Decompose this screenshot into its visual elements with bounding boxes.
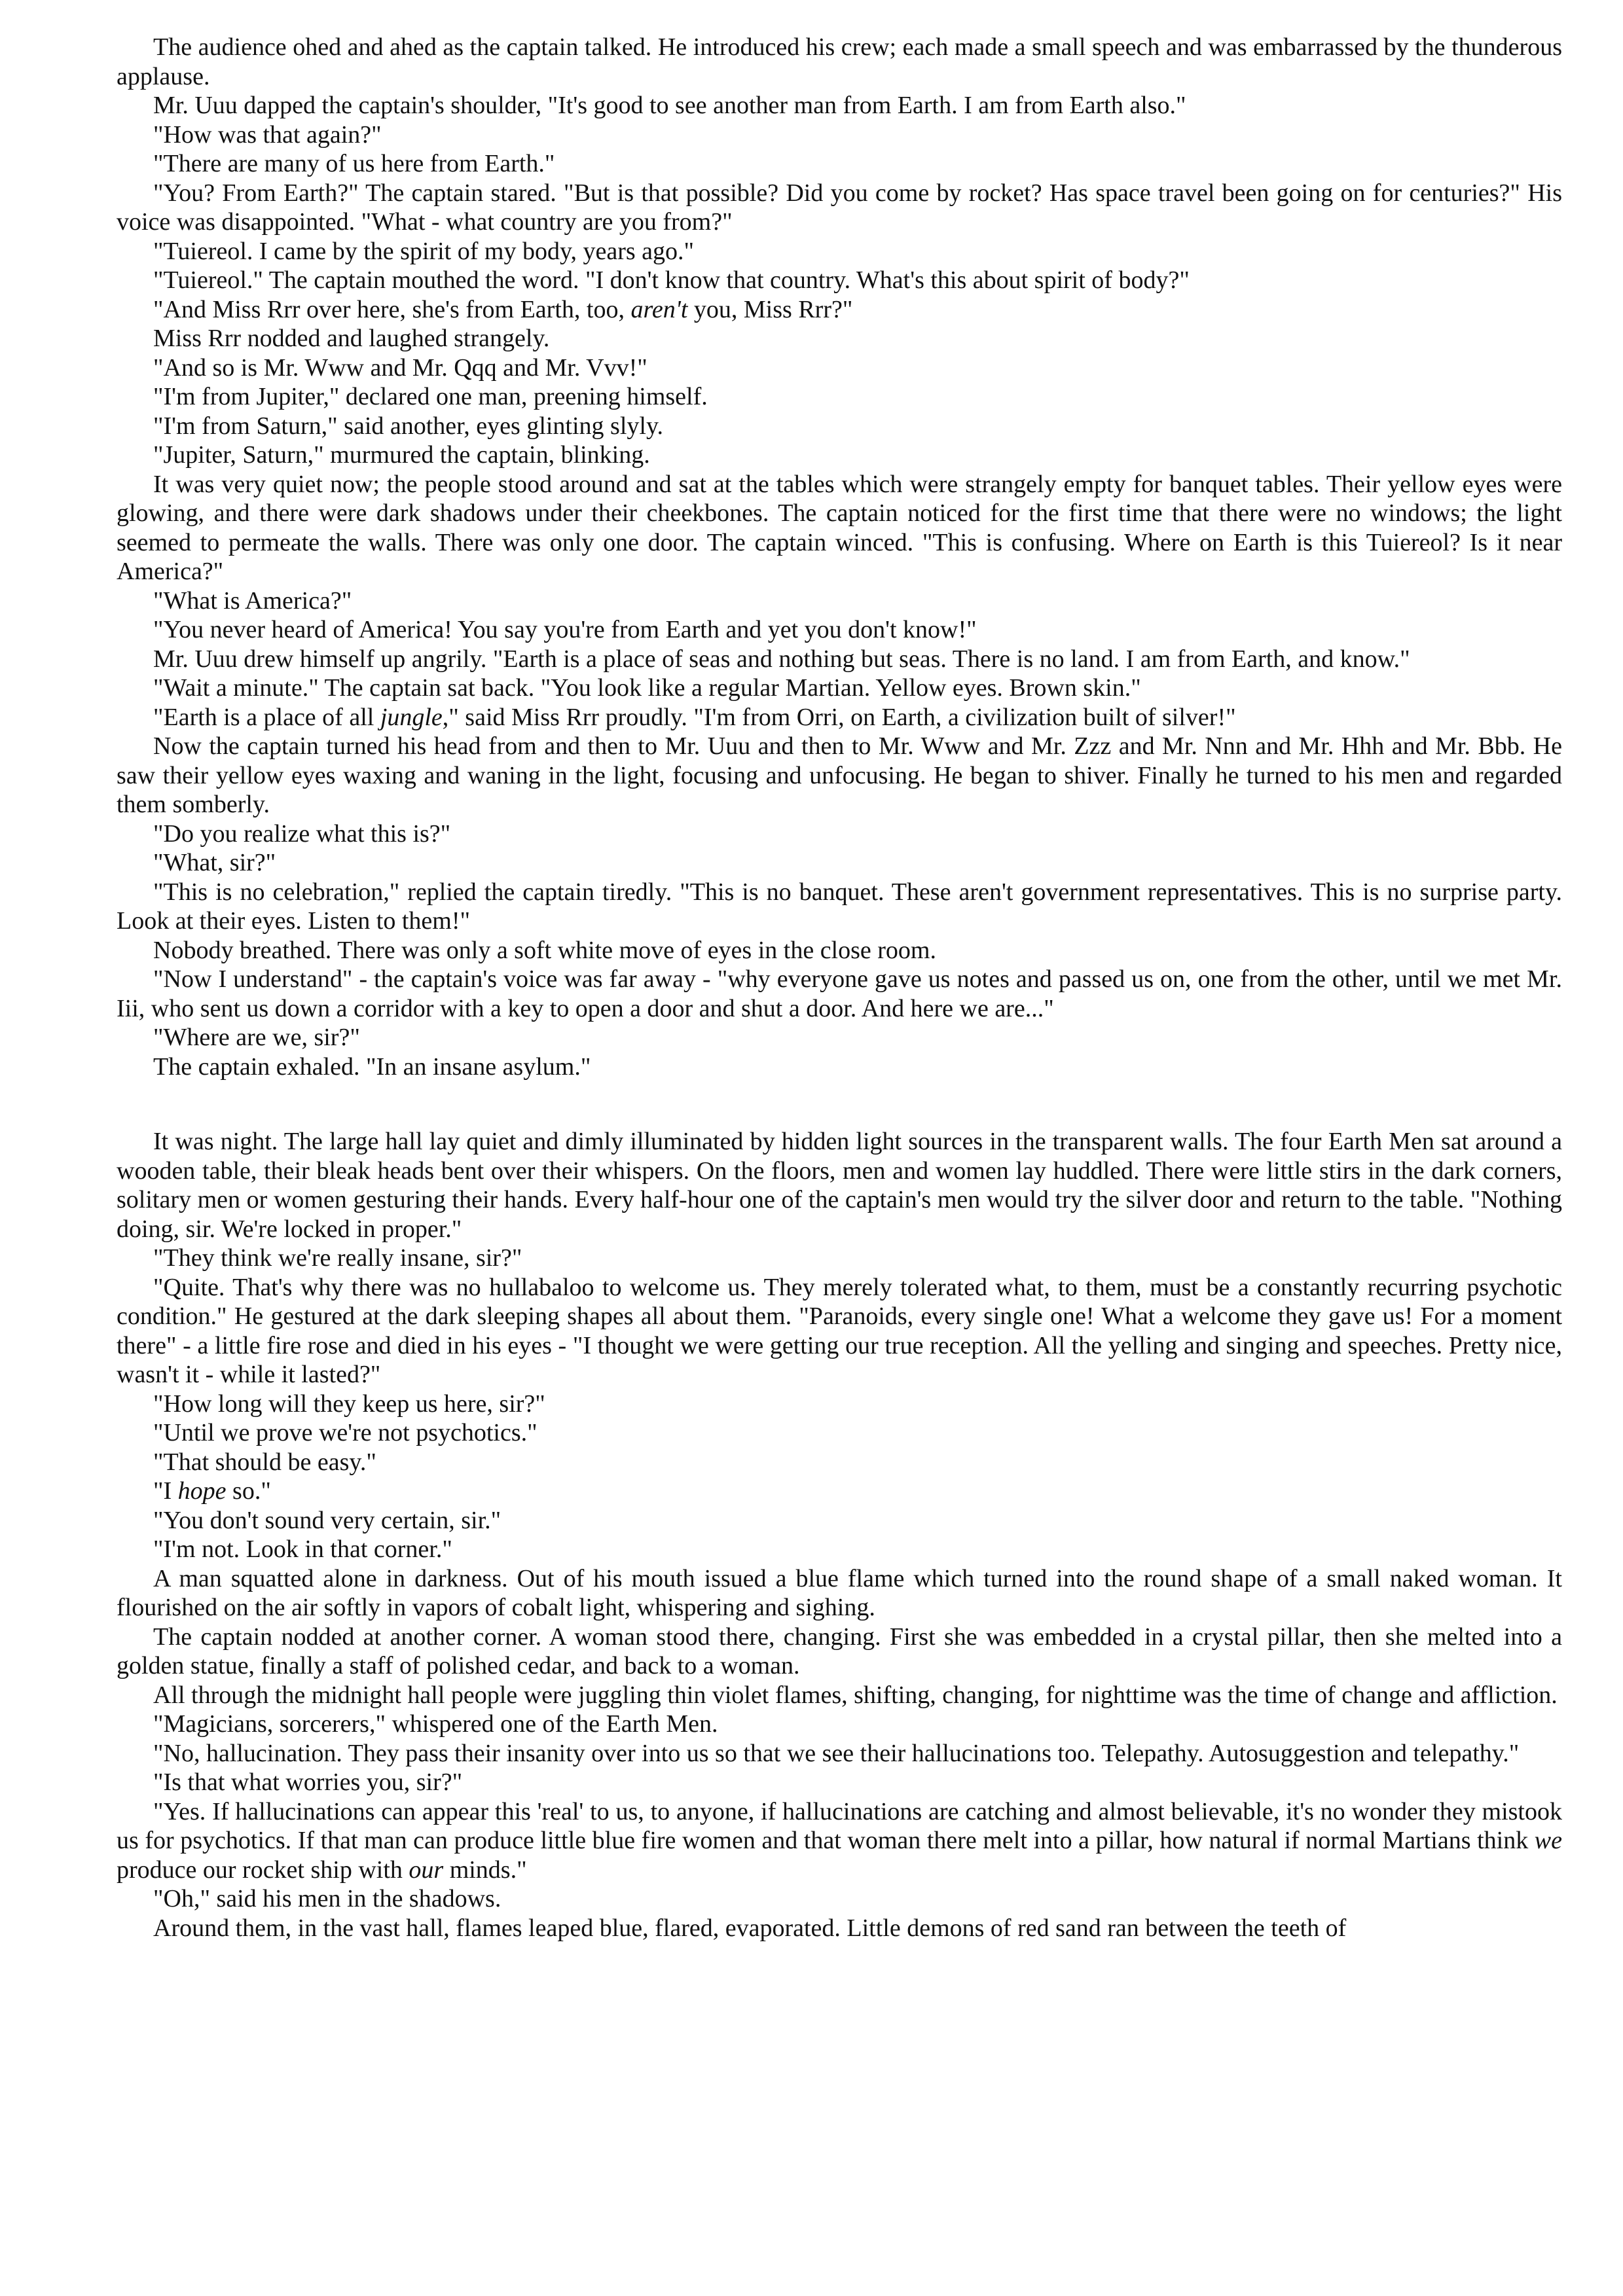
section-break xyxy=(117,1081,1562,1127)
paragraph: "I'm from Saturn," said another, eyes glinting slyly. xyxy=(153,412,663,440)
paragraph: "Until we prove we're not psychotics." xyxy=(153,1419,538,1446)
paragraph-text: you, Miss Rrr?" xyxy=(687,295,853,323)
paragraph: "And so is Mr. Www and Mr. Qqq and Mr. Vvv!" xyxy=(153,353,647,382)
paragraph: "Where are we, sir?" xyxy=(153,1024,360,1051)
paragraph: "Is that what worries you, sir?" xyxy=(153,1768,463,1796)
paragraph: "Wait a minute." The captain sat back. "You look like a regular Martian. Yellow eyes. Brown skin." xyxy=(153,674,1141,702)
paragraph-text: "And Miss Rrr over here, she's from Earth, too, xyxy=(153,295,631,323)
paragraph-text: ," said Miss Rrr proudly. "I'm from Orri, on Earth, a civilization built of silver!" xyxy=(442,703,1236,731)
italic-emphasis: hope xyxy=(177,1477,227,1505)
paragraph: "That should be easy." xyxy=(153,1448,376,1476)
paragraph: "You don't sound very certain, sir." xyxy=(153,1506,501,1534)
italic-emphasis: aren't xyxy=(630,295,688,323)
paragraph: "Quite. That's why there was no hullabaloo to welcome us. They merely tolerated what, to them, must be a constantly recurring psychotic condition." He gestured at the dark sleeping shapes all about them. "Paranoids, every single one! What a welcome they gave us! For a moment there" - a little fire rose and died in his eyes - "I thought we were getting our true reception. All the yelling and singing and speeches. Pretty nice, wasn't it - while it lasted?" xyxy=(117,1273,1562,1388)
paragraph: Around them, in the vast hall, flames leaped blue, flared, evaporated. Little demons of red sand ran between the teeth of xyxy=(153,1914,1347,1942)
paragraph: "Tuiereol. I came by the spirit of my body, years ago." xyxy=(153,237,695,265)
paragraph: "What is America?" xyxy=(153,586,352,615)
paragraph: Nobody breathed. There was only a soft white move of eyes in the close room. xyxy=(153,936,936,964)
paragraph: "Oh," said his men in the shadows. xyxy=(153,1885,501,1912)
paragraph: "Now I understand" - the captain's voice was far away - "why everyone gave us notes and passed us on, one from the other, until we met Mr. Iii, who sent us down a corridor with a key to open a door and shut a door. And here we are..." xyxy=(117,965,1562,1022)
italic-emphasis: our xyxy=(409,1856,444,1884)
paragraph: "I'm from Jupiter," declared one man, preening himself. xyxy=(153,383,708,410)
paragraph xyxy=(117,1797,1562,1885)
paragraph: "You? From Earth?" The captain stared. "But is that possible? Did you come by rocket? Has space travel been going on for centuries?" His voice was disappointed. "What - what country are you from?" xyxy=(117,179,1562,236)
paragraph: It was very quiet now; the people stood around and sat at the tables which were strangely empty for banquet tables. Their yellow eyes were glowing, and there were dark shadows under their cheekbones. The captain noticed for the first time that there were no windows; the light seemed to permeate the walls. There was only one door. The captain winced. "This is confusing. Where on Earth is this Tuiereol? Is it near America?" xyxy=(117,470,1562,585)
paragraph xyxy=(117,295,1562,325)
paragraph: "How was that again?" xyxy=(153,120,382,149)
paragraph: "Magicians, sorcerers," whispered one of the Earth Men. xyxy=(153,1710,718,1738)
text-section-asylum-revelation xyxy=(117,33,1562,1081)
paragraph: "Jupiter, Saturn," murmured the captain, blinking. xyxy=(153,441,650,469)
paragraph xyxy=(117,703,1562,732)
paragraph: Miss Rrr nodded and laughed strangely. xyxy=(153,325,550,352)
paragraph-text: produce our rocket ship with xyxy=(117,1856,409,1884)
paragraph: Mr. Uuu drew himself up angrily. "Earth is a place of seas and nothing but seas. There is no land. I am from Earth, and know." xyxy=(153,645,1410,673)
paragraph: "They think we're really insane, sir?" xyxy=(153,1244,522,1272)
paragraph: "There are many of us here from Earth." xyxy=(153,150,555,177)
paragraph: "No, hallucination. They pass their insanity over into us so that we see their hallucinations too. Telepathy. Autosuggestion and telepathy." xyxy=(153,1739,1520,1767)
paragraph: "This is no celebration," replied the captain tiredly. "This is no banquet. These aren't government representatives. This is no surprise party. Look at their eyes. Listen to them!" xyxy=(117,878,1562,935)
paragraph-text: "I xyxy=(153,1477,178,1505)
paragraph-text: "Yes. If hallucinations can appear this 'real' to us, to anyone, if hallucinations are catching and almost believable, it's no wonder they mistook us for psychotics. If that man can produce little blue fire women and that woman there melt into a pillar, how natural if normal Martians think xyxy=(117,1797,1562,1854)
paragraph: A man squatted alone in darkness. Out of his mouth issued a blue flame which turned into the round shape of a small naked woman. It flourished on the air softly in vapors of cobalt light, whispering and sighing. xyxy=(117,1564,1562,1621)
paragraph: It was night. The large hall lay quiet and dimly illuminated by hidden light sources in the transparent walls. The four Earth Men sat around a wooden table, their bleak heads bent over their whispers. On the floors, men and women lay huddled. There were little stirs in the dark corners, solitary men or women gesturing their hands. Every half-hour one of the captain's men would try the silver door and return to the table. "Nothing doing, sir. We're locked in proper." xyxy=(117,1128,1562,1243)
paragraph: "I'm not. Look in that corner." xyxy=(153,1535,452,1563)
paragraph: Now the captain turned his head from and then to Mr. Uuu and then to Mr. Www and Mr. Zzz and Mr. Nnn and Mr. Hhh and Mr. Bbb. He saw their yellow eyes waxing and waning in the light, focusing and unfocusing. He began to shiver. Finally he turned to his men and regarded them somberly. xyxy=(117,732,1562,818)
paragraph: The audience ohed and ahed as the captain talked. He introduced his crew; each made a small speech and was embarrassed by the thunderous applause. xyxy=(117,33,1562,90)
paragraph: "Tuiereol." The captain mouthed the word. "I don't know that country. What's this about spirit of body?" xyxy=(153,266,1190,294)
paragraph: "What, sir?" xyxy=(153,849,276,876)
italic-emphasis: we xyxy=(1534,1827,1562,1854)
paragraph: "Do you realize what this is?" xyxy=(153,819,451,848)
paragraph: "You never heard of America! You say you're from Earth and yet you don't know!" xyxy=(153,616,977,643)
document-page xyxy=(117,33,1562,2284)
paragraph: The captain exhaled. "In an insane asylum." xyxy=(153,1052,591,1081)
paragraph: Mr. Uuu dapped the captain's shoulder, "It's good to see another man from Earth. I am from Earth also." xyxy=(153,92,1186,119)
paragraph-text: "Earth is a place of all xyxy=(153,703,380,731)
paragraph xyxy=(117,1477,1562,1506)
paragraph: "How long will they keep us here, sir?" xyxy=(153,1390,545,1418)
italic-emphasis: jungle xyxy=(380,703,443,731)
text-section-night-hall xyxy=(117,1127,1562,1943)
paragraph-text: so." xyxy=(226,1477,271,1505)
paragraph-text: minds." xyxy=(443,1856,527,1884)
paragraph: All through the midnight hall people were juggling thin violet flames, shifting, changing, for nighttime was the time of change and affliction. xyxy=(153,1681,1558,1709)
paragraph: The captain nodded at another corner. A woman stood there, changing. First she was embedded in a crystal pillar, then she melted into a golden statue, finally a staff of polished cedar, and back to a woman. xyxy=(117,1623,1562,1679)
